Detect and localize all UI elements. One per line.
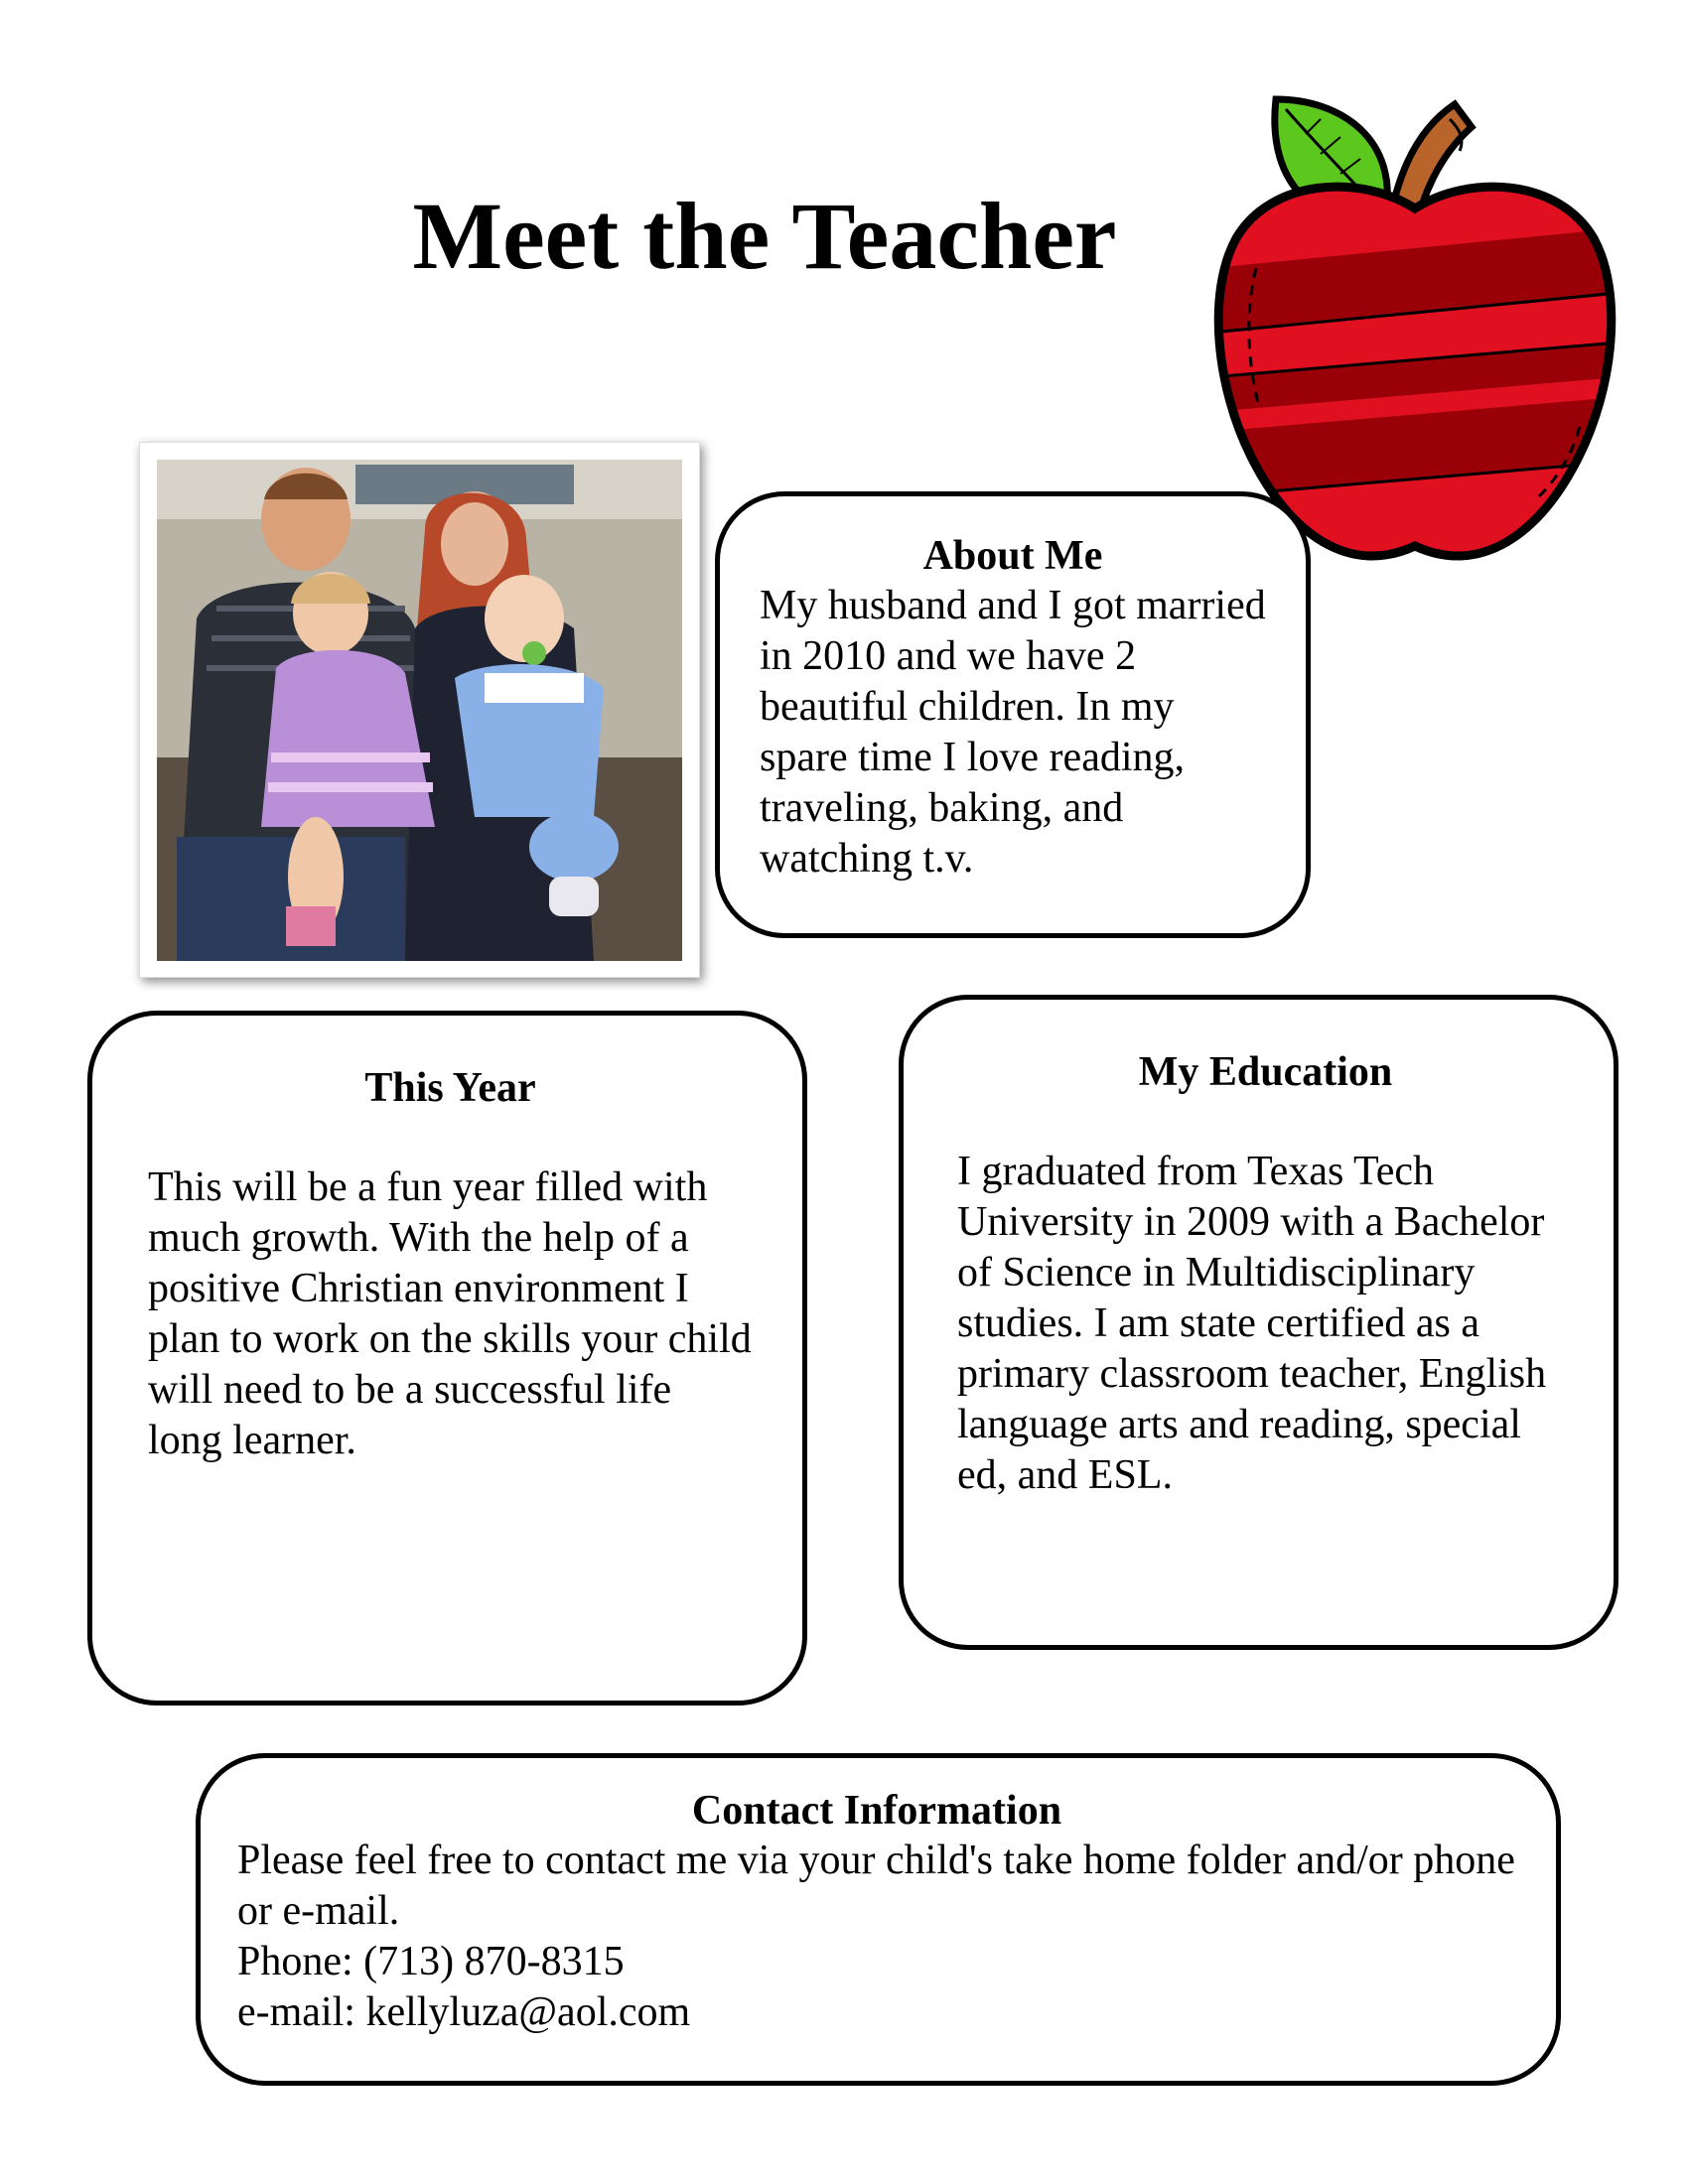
education-text: I graduated from Texas Tech University in 2009 with a Bachelor of Science in Multidisciplinary studies. I am state certified as a primary classroom teacher, English language arts and reading, special ed, and ESL. [957, 1149, 1547, 1499]
page-title: Meet the Teacher [412, 183, 1117, 289]
about-me-box [715, 491, 1311, 938]
family-photo [157, 460, 682, 961]
education-box [899, 995, 1618, 1650]
this-year-box [87, 1011, 807, 1706]
contact-intro: Please feel free to contact me via your child's take home folder and/or phone or e-mail. [237, 1838, 1515, 1935]
this-year-text: This will be a fun year filled with much growth. With the help of a positive Christian environment I plan to work on the skills your child will need to be a successful life long learner. [148, 1164, 752, 1464]
about-me-heading: About Me [922, 533, 1103, 579]
about-me-text: My husband and I got married in 2010 and we have 2 beautiful children. In my spare time I love reading, traveling, baking, and watching t.v. [760, 583, 1266, 883]
contact-phone: Phone: (713) 870-8315 [237, 1939, 625, 1985]
this-year-heading: This Year [364, 1065, 536, 1111]
contact-heading: Contact Information [691, 1788, 1062, 1834]
education-heading: My Education [1138, 1049, 1393, 1095]
contact-box [196, 1753, 1561, 2086]
photo-frame [139, 442, 700, 978]
contact-email: e-mail: kellyluza@aol.com [237, 1989, 691, 2036]
